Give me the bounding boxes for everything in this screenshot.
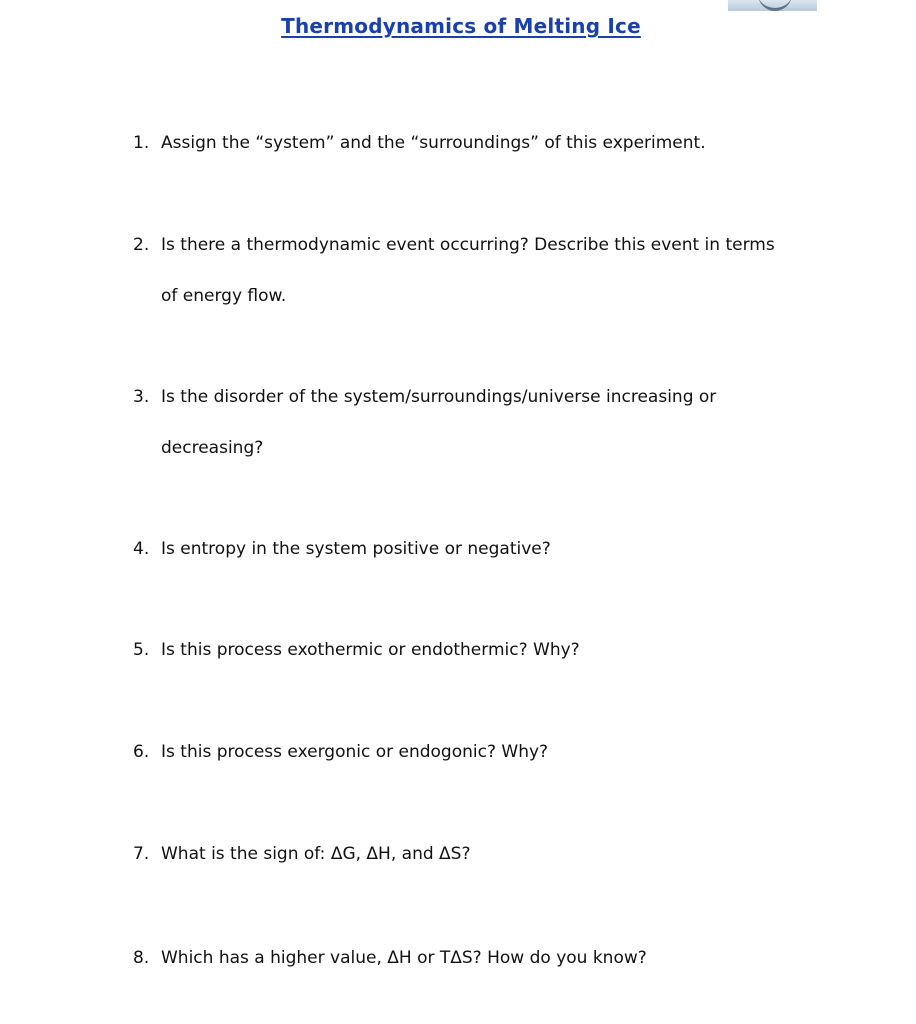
question-number: 5. (133, 640, 150, 660)
question-number: 3. (133, 387, 150, 407)
question-text: Is this process exothermic or endothermic? Why? (161, 640, 580, 660)
question-number: 7. (133, 844, 150, 864)
question-number: 1. (133, 133, 150, 153)
question-text: Is this process exergonic or endogonic? Why? (161, 742, 549, 762)
question-number: 4. (133, 539, 150, 559)
question-3 (133, 372, 716, 474)
question-8 (133, 933, 647, 984)
question-text: Is there a thermodynamic event occurring? Describe this event in terms (161, 235, 775, 255)
question-6 (133, 727, 548, 778)
question-1 (133, 118, 706, 169)
question-4 (133, 524, 551, 575)
question-2 (133, 220, 775, 322)
image-shape (758, 0, 792, 11)
corner-image (728, 0, 817, 11)
question-text-continued: decreasing? (161, 438, 264, 458)
question-text: Which has a higher value, ΔH or TΔS? How do you know? (161, 948, 647, 968)
question-text: Is the disorder of the system/surroundings/universe increasing or (161, 387, 717, 407)
question-7 (133, 829, 470, 880)
question-number: 2. (133, 235, 150, 255)
question-number: 6. (133, 742, 150, 762)
question-number: 8. (133, 948, 150, 968)
question-5 (133, 625, 580, 676)
question-text: Assign the “system” and the “surroundings” of this experiment. (161, 133, 706, 153)
page-title: Thermodynamics of Melting Ice (281, 14, 641, 38)
question-text: What is the sign of: ΔG, ΔH, and ΔS? (161, 844, 471, 864)
question-text: Is entropy in the system positive or negative? (161, 539, 551, 559)
question-text-continued: of energy flow. (161, 286, 287, 306)
